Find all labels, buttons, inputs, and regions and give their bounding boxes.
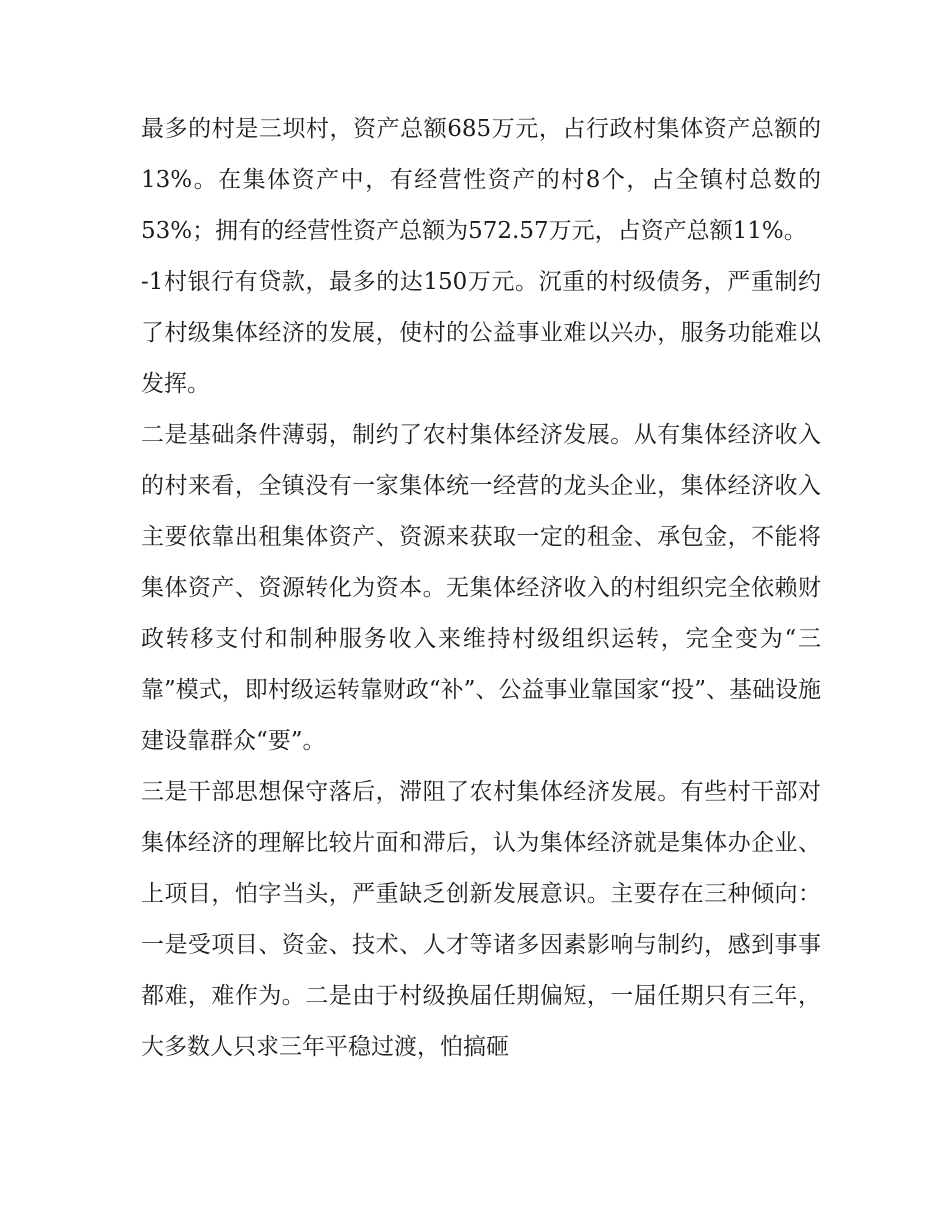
body-text <box>141 104 821 1073</box>
paragraph-conservative-cadres: 三是干部思想保守落后，滞阻了农村集体经济发展。有些村干部对集体经济的理解比较片面和滞后，认为集体经济就是集体办企业、上项目，怕字当头，严重缺乏创新发展意识。主要存在三种倾向：一是受项目、资金、技术、人才等诸多因素影响与制约，感到事事都难，难作为。二是由于村级换届任期偏短，一届任期只有三年，大多数人只求三年平稳过渡，怕搞砸 <box>141 779 821 1060</box>
paragraph-asset-stats: 最多的村是三坝村，资产总额685万元，占行政村集体资产总额的13%。在集体资产中，有经营性资产的村8个，占全镇村总数的53%；拥有的经营性资产总额为572.57万元，占资产总额11%。 <box>141 116 821 244</box>
paragraph-weak-foundation: 二是基础条件薄弱，制约了农村集体经济发展。从有集体经济收入的村来看，全镇没有一家集体统一经营的龙头企业，集体经济收入主要依靠出租集体资产、资源来获取一定的租金、承包金，不能将集体资产、资源转化为资本。无集体经济收入的村组织完全依赖财政转移支付和制种服务收入来维持村级组织运转，完全变为“三靠”模式，即村级运转靠财政“补”、公益事业靠国家“投”、基础设施建设靠群众“要”。 <box>141 422 821 754</box>
paragraph-village-debt: -1村银行有贷款，最多的达150万元。沉重的村级债务，严重制约了村级集体经济的发展，使村的公益事业难以兴办，服务功能难以发挥。 <box>141 269 821 397</box>
